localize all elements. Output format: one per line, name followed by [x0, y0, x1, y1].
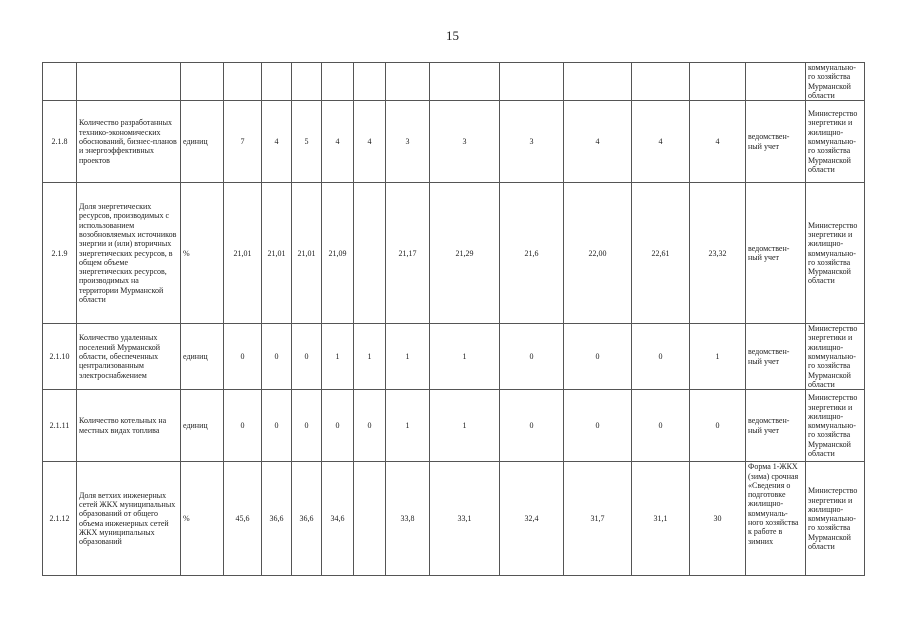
responsible-body: Министерство энергетики и жилищно-коммунально-го хозяйства Мурманской области: [806, 324, 865, 390]
value-cell: 4: [564, 101, 632, 183]
data-source: Форма 1-ЖКХ (зима) срочная «Сведения о подготовке жилищно-коммуналь-ного хозяйства к работе в зимних: [746, 462, 806, 576]
table-row: [43, 101, 865, 183]
responsible-body: Министерство энергетики и жилищно-коммунально-го хозяйства Мурманской области: [806, 183, 865, 324]
value-cell: 1: [386, 324, 430, 390]
value-cell: 0: [354, 390, 386, 462]
table-row: [43, 324, 865, 390]
value-cell: 21,17: [386, 183, 430, 324]
unit: %: [181, 183, 224, 324]
responsible-body: Министерство энергетики и жилищно-коммунально-го хозяйства Мурманской области: [806, 390, 865, 462]
indicator-name: Количество удаленных поселений Мурманской области, обеспеченных централизованным электроснабжением: [77, 324, 181, 390]
value-cell: 33,8: [386, 462, 430, 576]
data-source: ведомствен-ный учет: [746, 324, 806, 390]
value-cell: 30: [690, 462, 746, 576]
value-cell: 23,32: [690, 183, 746, 324]
table-row-continued: [43, 63, 865, 101]
indicators-table: [42, 62, 865, 576]
value-cell: 4: [354, 101, 386, 183]
value-cell: 21,29: [430, 183, 500, 324]
indicator-name: Количество разработанных технико-экономических обоснований, бизнес-планов и энергоэффективных проектов: [77, 101, 181, 183]
indicator-name: Количество котельных на местных видах топлива: [77, 390, 181, 462]
row-number: 2.1.9: [43, 183, 77, 324]
value-cell: 3: [386, 101, 430, 183]
value-cell: 22,00: [564, 183, 632, 324]
value-cell: 3: [500, 101, 564, 183]
value-cell: 0: [262, 390, 292, 462]
table-row: [43, 462, 865, 576]
value-cell: 4: [322, 101, 354, 183]
value-cell: 5: [292, 101, 322, 183]
row-number: 2.1.8: [43, 101, 77, 183]
value-cell: 0: [500, 324, 564, 390]
data-source: ведомствен-ный учет: [746, 183, 806, 324]
value-cell: 0: [322, 390, 354, 462]
value-cell: 1: [690, 324, 746, 390]
row-number: 2.1.11: [43, 390, 77, 462]
indicator-name: Доля энергетических ресурсов, производимых с использованием возобновляемых источников энергии и (или) вторичных энергетических ресурсов, в общем объеме энергетических ресурсов, производимых на территории Мурманской области: [77, 183, 181, 324]
unit: единиц: [181, 324, 224, 390]
value-cell: 1: [322, 324, 354, 390]
value-cell: 0: [292, 324, 322, 390]
row-number: 2.1.12: [43, 462, 77, 576]
cell-number: [43, 63, 77, 101]
cell-responsible: коммунально-го хозяйства Мурманской области: [806, 63, 865, 101]
value-cell: 4: [632, 101, 690, 183]
responsible-body: Министерство энергетики и жилищно-коммунально-го хозяйства Мурманской области: [806, 462, 865, 576]
value-cell: 21,09: [322, 183, 354, 324]
value-cell: 21,01: [224, 183, 262, 324]
value-cell: 21,01: [292, 183, 322, 324]
value-cell: 34,6: [322, 462, 354, 576]
value-cell: 21,6: [500, 183, 564, 324]
table-row: [43, 390, 865, 462]
value-cell: 4: [690, 101, 746, 183]
value-cell: 0: [500, 390, 564, 462]
unit: %: [181, 462, 224, 576]
value-cell: 0: [564, 390, 632, 462]
cell-source: [746, 63, 806, 101]
row-number: 2.1.10: [43, 324, 77, 390]
value-cell: 0: [224, 324, 262, 390]
data-source: ведомствен-ный учет: [746, 390, 806, 462]
value-cell: 32,4: [500, 462, 564, 576]
unit: единиц: [181, 390, 224, 462]
value-cell: [354, 462, 386, 576]
cell-unit: [181, 63, 224, 101]
value-cell: 0: [690, 390, 746, 462]
value-cell: 0: [632, 390, 690, 462]
table-row: [43, 183, 865, 324]
value-cell: 31,1: [632, 462, 690, 576]
value-cell: 33,1: [430, 462, 500, 576]
value-cell: 0: [292, 390, 322, 462]
value-cell: 3: [430, 101, 500, 183]
value-cell: 0: [632, 324, 690, 390]
value-cell: 1: [430, 324, 500, 390]
indicator-name: Доля ветхих инженерных сетей ЖКХ муниципальных образований от общего объема инженерных сетей ЖКХ муниципальных образований: [77, 462, 181, 576]
responsible-body: Министерство энергетики и жилищно-коммунально-го хозяйства Мурманской области: [806, 101, 865, 183]
value-cell: 1: [430, 390, 500, 462]
value-cell: 31,7: [564, 462, 632, 576]
value-cell: 7: [224, 101, 262, 183]
value-cell: 36,6: [292, 462, 322, 576]
cell-name: [77, 63, 181, 101]
value-cell: 0: [224, 390, 262, 462]
value-cell: 0: [262, 324, 292, 390]
unit: единиц: [181, 101, 224, 183]
page-number: 15: [446, 28, 459, 43]
value-cell: 1: [386, 390, 430, 462]
value-cell: 22,61: [632, 183, 690, 324]
value-cell: 36,6: [262, 462, 292, 576]
value-cell: 1: [354, 324, 386, 390]
value-cell: 4: [262, 101, 292, 183]
value-cell: 21,01: [262, 183, 292, 324]
data-source: ведомствен-ный учет: [746, 101, 806, 183]
value-cell: 45,6: [224, 462, 262, 576]
value-cell: 0: [564, 324, 632, 390]
value-cell: [354, 183, 386, 324]
